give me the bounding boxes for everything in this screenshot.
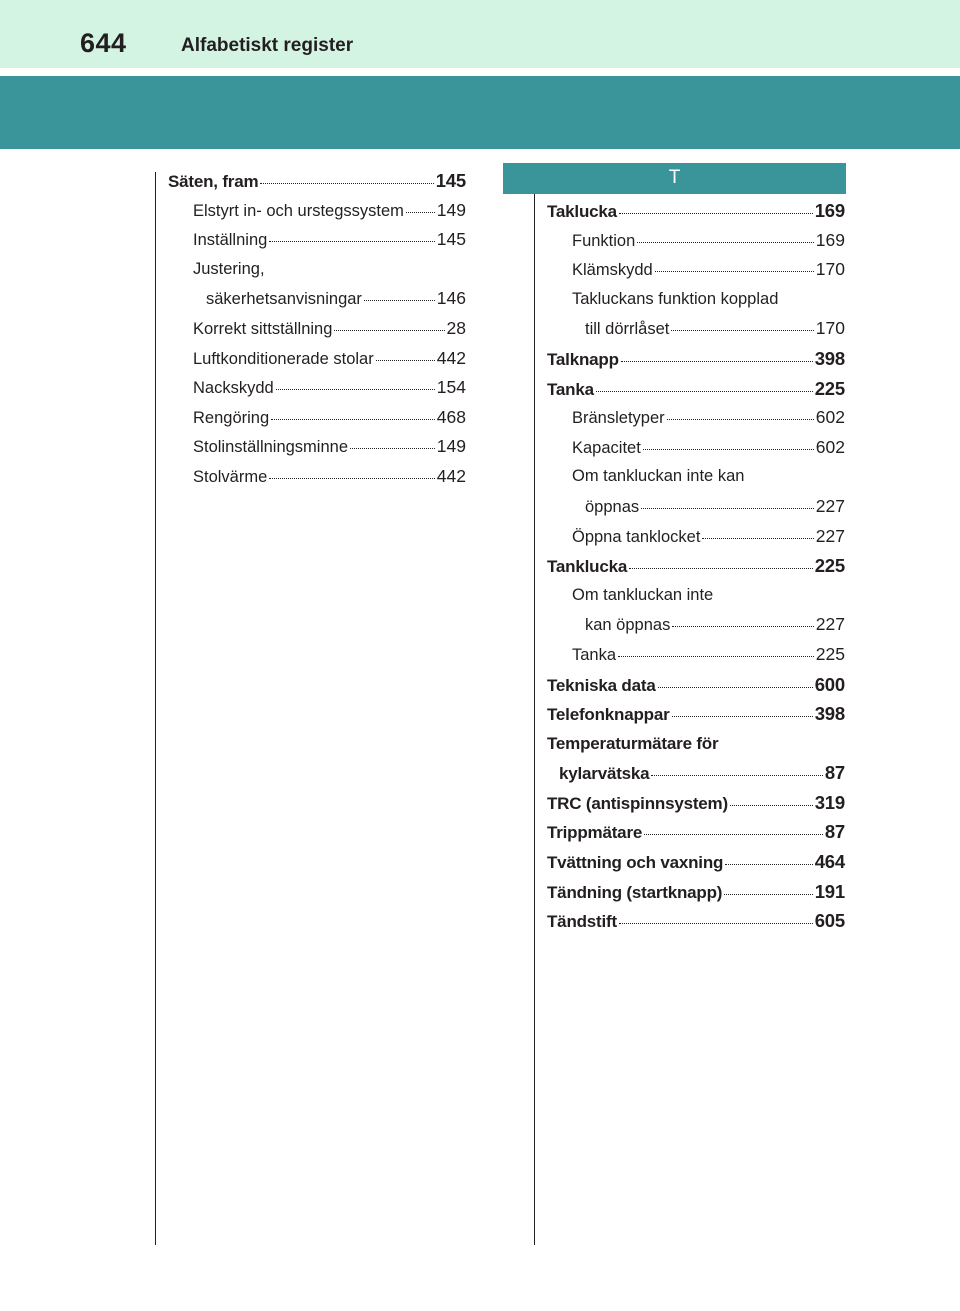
section-title: Alfabetiskt register xyxy=(181,35,354,56)
index-entry-label: Öppna tanklocket xyxy=(572,527,701,546)
index-entry-page[interactable]: 442 xyxy=(436,347,466,368)
index-entry-page[interactable]: 225 xyxy=(815,643,845,664)
dot-leader xyxy=(406,211,435,213)
dot-leader xyxy=(637,241,814,243)
index-entry-page[interactable]: 169 xyxy=(815,229,845,250)
index-entry-label: Klämskydd xyxy=(572,261,653,280)
index-entry-label: Inställning xyxy=(193,231,268,250)
index-entry xyxy=(547,403,845,433)
index-entry xyxy=(547,196,845,226)
dot-leader xyxy=(725,863,813,865)
index-entry xyxy=(547,551,845,581)
index-entry xyxy=(168,314,466,344)
index-entry xyxy=(168,344,466,374)
index-entry xyxy=(547,788,845,818)
index-entry-page[interactable]: 468 xyxy=(436,406,466,427)
index-entry-label: TRC (antispinnsystem) xyxy=(547,793,728,813)
dot-leader xyxy=(671,329,813,331)
dot-leader xyxy=(658,686,813,688)
index-entry xyxy=(168,196,466,226)
index-entry-label: Tanka xyxy=(547,379,594,399)
index-entry xyxy=(547,255,845,285)
index-entry xyxy=(168,284,466,314)
dot-leader xyxy=(618,655,814,657)
index-entry xyxy=(547,640,845,670)
dot-leader xyxy=(643,448,814,450)
dot-leader xyxy=(629,567,813,569)
index-entry-page[interactable]: 87 xyxy=(824,821,845,843)
index-entry-label: Bränsletyper xyxy=(572,409,665,428)
index-entry-label: säkerhetsanvisningar xyxy=(206,290,362,309)
index-entry xyxy=(547,226,845,256)
index-entry-page[interactable]: 145 xyxy=(435,170,466,191)
dot-leader xyxy=(667,418,814,420)
index-entry-label: Tvättning och vaxning xyxy=(547,853,724,873)
dot-leader xyxy=(702,537,813,539)
index-entry-page[interactable]: 191 xyxy=(814,880,845,902)
index-entry-page[interactable]: 227 xyxy=(815,495,845,516)
page-number: 644 xyxy=(80,28,127,58)
index-entry xyxy=(547,492,845,522)
index-entry xyxy=(547,462,845,492)
index-entry xyxy=(168,462,466,492)
dot-leader xyxy=(260,182,433,184)
dot-leader xyxy=(730,804,813,806)
index-entry xyxy=(547,729,845,759)
index-entry-label: kan öppnas xyxy=(585,616,671,635)
index-entry xyxy=(547,906,845,936)
dot-leader xyxy=(350,447,435,449)
index-entry xyxy=(547,699,845,729)
index-entry xyxy=(547,433,845,463)
index-entry xyxy=(547,670,845,700)
index-entry-page[interactable]: 149 xyxy=(436,436,466,457)
column-rule-middle xyxy=(534,172,535,1245)
index-entry-page[interactable]: 145 xyxy=(436,229,466,250)
dot-leader xyxy=(621,360,813,362)
index-entry-label: Takluckans funktion kopplad xyxy=(572,289,779,308)
index-entry-page[interactable]: 169 xyxy=(814,200,845,221)
dot-leader xyxy=(672,625,813,627)
index-entry-label: Tändning (startknapp) xyxy=(547,882,723,902)
index-entry-label: Om tankluckan inte xyxy=(572,585,714,604)
index-entry-label: Telefonknappar xyxy=(547,705,670,725)
index-entry-label: Om tankluckan inte kan xyxy=(572,467,745,486)
dot-leader xyxy=(276,388,435,390)
index-entry-label: Tanka xyxy=(572,645,617,664)
index-entry-page[interactable]: 227 xyxy=(815,525,845,546)
index-entry-label: Nackskydd xyxy=(193,379,274,398)
index-entry xyxy=(547,610,845,640)
dot-leader xyxy=(364,299,435,301)
dot-leader xyxy=(619,212,813,214)
index-entry-page[interactable]: 398 xyxy=(814,347,845,369)
index-entry-page[interactable]: 170 xyxy=(815,259,845,280)
index-entry xyxy=(168,432,466,462)
index-entry-label: Tanklucka xyxy=(547,557,628,577)
index-entry xyxy=(168,403,466,433)
dot-leader xyxy=(651,774,822,776)
index-entry xyxy=(547,374,845,404)
index-entry-label: öppnas xyxy=(585,497,640,516)
index-entry xyxy=(547,877,845,907)
index-entry-label: Tändstift xyxy=(547,912,617,932)
index-entry-page[interactable]: 87 xyxy=(824,762,845,784)
index-entry-label: Temperaturmätare för xyxy=(547,733,719,753)
dot-leader xyxy=(269,477,435,479)
index-entry-page[interactable]: 146 xyxy=(436,288,466,309)
index-entry-label: Taklucka xyxy=(547,202,617,221)
index-entry-label: Tekniska data xyxy=(547,675,656,695)
index-entry-page[interactable]: 149 xyxy=(436,199,466,220)
index-entry-page[interactable]: 464 xyxy=(814,851,845,873)
header-band xyxy=(0,0,960,68)
index-entry xyxy=(547,314,845,344)
dot-leader xyxy=(596,390,813,392)
dot-leader xyxy=(672,715,813,717)
dot-leader xyxy=(644,833,823,835)
index-entry-page[interactable]: 600 xyxy=(814,673,845,695)
index-entry-label: Elstyrt in- och urstegssystem xyxy=(193,201,404,220)
dot-leader xyxy=(334,329,444,331)
index-column-left xyxy=(168,166,466,492)
index-entry-page[interactable]: 398 xyxy=(814,703,845,725)
index-entry-page[interactable]: 28 xyxy=(446,317,466,338)
index-entry-label: Trippmätare xyxy=(547,823,643,843)
dot-leader xyxy=(619,922,813,924)
index-entry-page[interactable]: 154 xyxy=(436,377,466,398)
index-entry-page[interactable]: 602 xyxy=(815,436,845,457)
index-entry-label: Talknapp xyxy=(547,349,619,369)
index-entry xyxy=(547,285,845,315)
index-entry-label: till dörrlåset xyxy=(585,320,670,339)
index-entry xyxy=(547,817,845,847)
letter-section-header: T xyxy=(503,163,846,194)
index-entry xyxy=(547,847,845,877)
index-entry xyxy=(168,373,466,403)
index-entry xyxy=(168,225,466,255)
index-entry-label: Rengöring xyxy=(193,408,270,427)
index-entry xyxy=(547,758,845,788)
index-entry-page[interactable]: 227 xyxy=(815,614,845,635)
index-entry xyxy=(547,344,845,374)
index-column-right xyxy=(547,196,845,936)
chapter-band xyxy=(0,76,960,149)
dot-leader xyxy=(269,240,434,242)
index-entry-label: Stolvärme xyxy=(193,467,268,486)
index-entry-label: Luftkonditionerade stolar xyxy=(193,349,374,368)
index-entry xyxy=(547,581,845,611)
dot-leader xyxy=(655,270,814,272)
column-rule-left xyxy=(155,172,156,1245)
index-entry-label: kylarvätska xyxy=(559,764,650,784)
index-entry-label: Justering, xyxy=(193,259,265,278)
index-entry xyxy=(547,522,845,552)
index-entry-page[interactable]: 225 xyxy=(814,555,845,577)
index-entry-page[interactable]: 602 xyxy=(815,407,845,428)
index-entry-page[interactable]: 442 xyxy=(436,465,466,486)
index-entry-label: Funktion xyxy=(572,231,636,250)
index-entry-page[interactable]: 170 xyxy=(815,318,845,339)
index-entry-page[interactable]: 605 xyxy=(814,910,845,932)
index-entry-label: Säten, fram xyxy=(168,172,259,191)
index-entry-label: Korrekt sittställning xyxy=(193,319,333,338)
index-entry-label: Stolinställningsminne xyxy=(193,438,349,457)
dot-leader xyxy=(641,507,814,509)
dot-leader xyxy=(724,893,812,895)
index-entry-page[interactable]: 319 xyxy=(814,791,845,813)
index-entry-page[interactable]: 225 xyxy=(814,377,845,399)
index-entry xyxy=(168,255,466,285)
index-entry xyxy=(168,166,466,196)
dot-leader xyxy=(376,359,435,361)
dot-leader xyxy=(271,418,435,420)
index-entry-label: Kapacitet xyxy=(572,438,641,457)
